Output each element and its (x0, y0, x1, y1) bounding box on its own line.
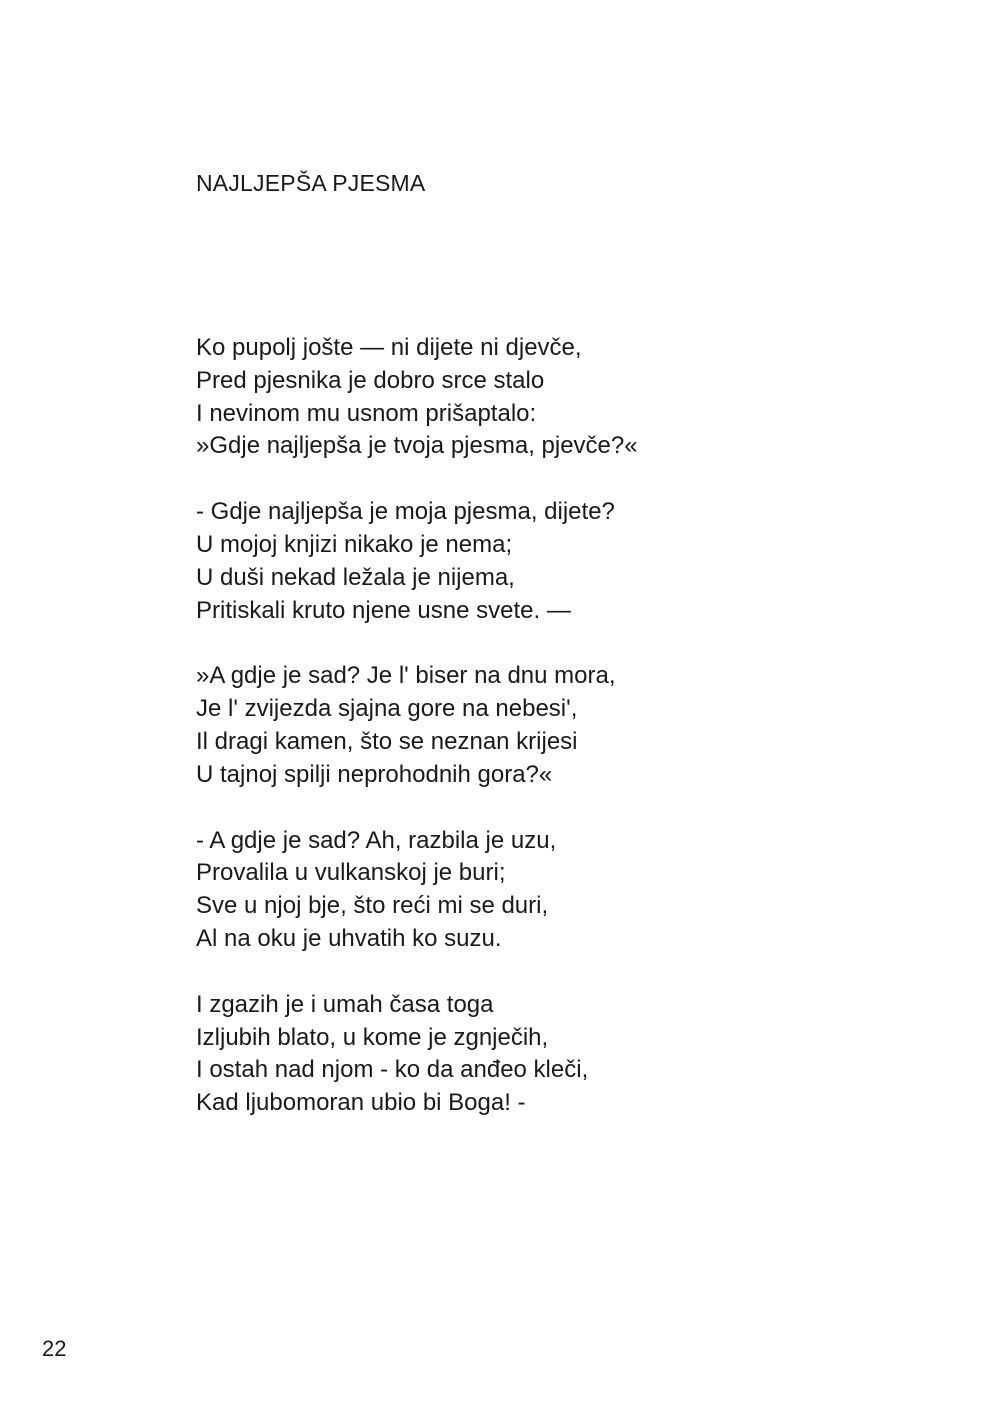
poem-line: Je l' zvijezda sjajna gore na nebesi', (196, 695, 578, 723)
poem-line: U duši nekad ležala je nijema, (196, 563, 515, 591)
poem-line: Ko pupolj jošte — ni dijete ni djevče, (196, 334, 582, 361)
poem-line: I ostah nad njom - ko da anđeo kleči, (196, 1056, 589, 1084)
poem-line: Kad ljubomoran ubio bi Boga! - (196, 1089, 526, 1117)
poem-line: Sve u njoj bje, što reći mi se duri, (196, 892, 549, 920)
page-number: 22 (42, 1336, 67, 1361)
poem-title: NAJLJEPŠA PJESMA (196, 170, 426, 196)
poem-line: I nevinom mu usnom prišaptalo: (196, 399, 537, 427)
poem-body (196, 332, 916, 1153)
poem-line: Pred pjesnika je dobro srce stalo (196, 366, 545, 394)
stanza-2 (196, 496, 916, 627)
poem-line: U tajnoj spilji neprohodnih gora?« (196, 760, 553, 788)
poem-line: »A gdje je sad? Je l' biser na dnu mora, (196, 662, 616, 690)
poem-line: - Gdje najljepša je moja pjesma, dijete? (196, 498, 615, 526)
poem-line: Pritiskali kruto njene usne svete. — (196, 596, 571, 624)
poem-line: U mojoj knjizi nikako je nema; (196, 530, 513, 558)
stanza-1 (196, 332, 916, 463)
stanza-3 (196, 660, 916, 791)
poem-line: »Gdje najljepša je tvoja pjesma, pjevče?« (196, 432, 638, 460)
poem-line: Al na oku je uhvatih ko suzu. (196, 924, 502, 952)
poem-line: Provalila u vulkanskoj je buri; (196, 859, 506, 887)
poem-line: I zgazih je i umah časa toga (196, 990, 494, 1018)
stanza-4 (196, 825, 916, 956)
poem-line: Izljubih blato, u kome je zgnječih, (196, 1023, 549, 1051)
poem-line: - A gdje je sad? Ah, razbila je uzu, (196, 826, 557, 854)
poem-line: Il dragi kamen, što se neznan krijesi (196, 727, 578, 755)
stanza-5 (196, 989, 916, 1120)
